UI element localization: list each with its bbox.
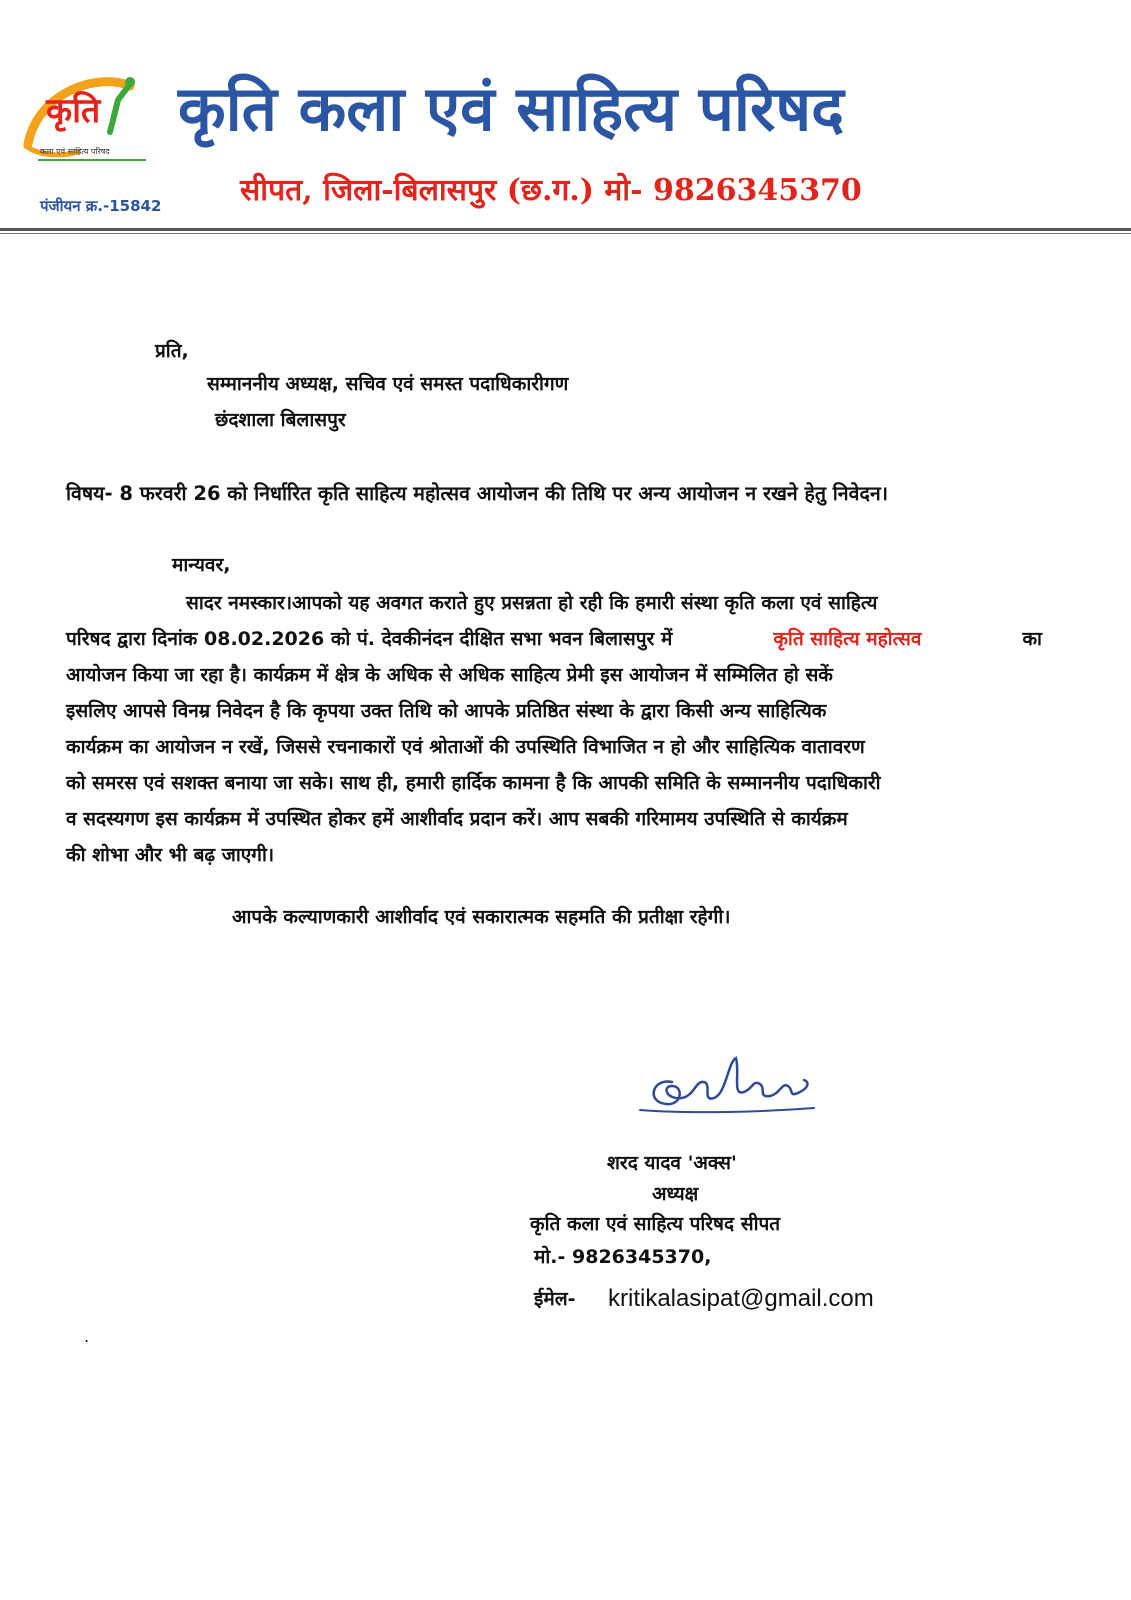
logo-icon xyxy=(18,72,158,172)
body-text: व सदस्यगण इस कार्यक्रम में उपस्थित होकर हमें आशीर्वाद प्रदान करें। आप सबकी गरिमामय उपस्थिति से कार्यक्रम xyxy=(66,808,848,830)
svg-text:कृति: कृति xyxy=(46,91,101,131)
body-text: परिषद द्वारा दिनांक 08.02.2026 को पं. देवकीनंदन दीक्षित सभा भवन बिलासपुर में xyxy=(66,628,673,650)
email-address: kritikalasipat@gmail.com xyxy=(608,1285,874,1312)
body-text: आयोजन किया जा रहा है। कार्यक्रम में क्षेत्र के अधिक से अधिक साहित्य प्रेमी इस आयोजन में सम्मिलित हो सकें xyxy=(66,664,833,686)
signatory-designation: अध्यक्ष xyxy=(652,1183,699,1205)
signatory-name: शरद यादव 'अक्स' xyxy=(607,1152,737,1174)
handwritten-signature-icon xyxy=(632,1052,822,1124)
body-line xyxy=(66,729,1042,765)
body-line xyxy=(66,693,1042,729)
body-text: को समरस एवं सशक्त बनाया जा सके। साथ ही, हमारी हार्दिक कामना है कि आपकी समिति के सम्माननीय पदाधिकारी xyxy=(66,772,881,794)
email-label: ईमेल- xyxy=(534,1288,576,1310)
svg-text:कला एवं साहित्य परिषद: कला एवं साहित्य परिषद xyxy=(40,147,110,156)
letter-subject: विषय- 8 फरवरी 26 को निर्धारित कृति साहित्य महोत्सव आयोजन की तिथि पर अन्य आयोजन न रखने हेतु निवेदन। xyxy=(66,482,889,505)
header-divider xyxy=(0,228,1131,231)
body-text: सादर नमस्कार।आपको यह अवगत कराते हुए प्रसन्नता हो रही कि हमारी संस्था कृति कला एवं साहित्य xyxy=(186,592,878,614)
body-line xyxy=(66,585,1042,621)
body-line xyxy=(66,765,1042,801)
letter-body xyxy=(66,585,1042,873)
event-name-highlight: कृति साहित्य महोत्सव xyxy=(773,628,922,650)
body-line xyxy=(66,801,1042,837)
body-text: की शोभा और भी बढ़ जाएगी। xyxy=(66,844,275,866)
body-text: का xyxy=(1022,628,1042,650)
header-divider-thin xyxy=(0,233,1131,234)
recipient-line-2: छंदशाला बिलासपुर xyxy=(215,409,346,431)
organization-title: कृति कला एवं साहित्य परिषद xyxy=(178,72,845,145)
body-line xyxy=(66,657,1042,693)
salutation: मान्यवर, xyxy=(172,554,231,576)
recipient-label: प्रति, xyxy=(155,340,189,362)
body-line xyxy=(66,621,1042,657)
closing-line: आपके कल्याणकारी आशीर्वाद एवं सकारात्मक सहमति की प्रतीक्षा रहेगी। xyxy=(232,906,731,928)
organization-address: सीपत, जिला-बिलासपुर (छ.ग.) मो- 9826345370 xyxy=(240,173,862,208)
registration-number: पंजीयन क्र.-15842 xyxy=(40,197,162,215)
organization-logo xyxy=(18,72,158,172)
signatory-organization: कृति कला एवं साहित्य परिषद सीपत xyxy=(530,1213,781,1235)
stray-mark: . xyxy=(84,1327,90,1346)
signatory-mobile: मो.- 9826345370, xyxy=(534,1246,712,1268)
body-text: कार्यक्रम का आयोजन न रखें, जिससे रचनाकारों एवं श्रोताओं की उपस्थिति विभाजित न हो और साहित्यिक वातावरण xyxy=(66,736,865,758)
recipient-line-1: सम्माननीय अध्यक्ष, सचिव एवं समस्त पदाधिकारीगण xyxy=(207,373,569,395)
body-text: इसलिए आपसे विनम्र निवेदन है कि कृपया उक्त तिथि को आपके प्रतिष्ठित संस्था के द्वारा किसी अन्य साहित्यिक xyxy=(66,700,827,722)
body-line xyxy=(66,837,1042,873)
